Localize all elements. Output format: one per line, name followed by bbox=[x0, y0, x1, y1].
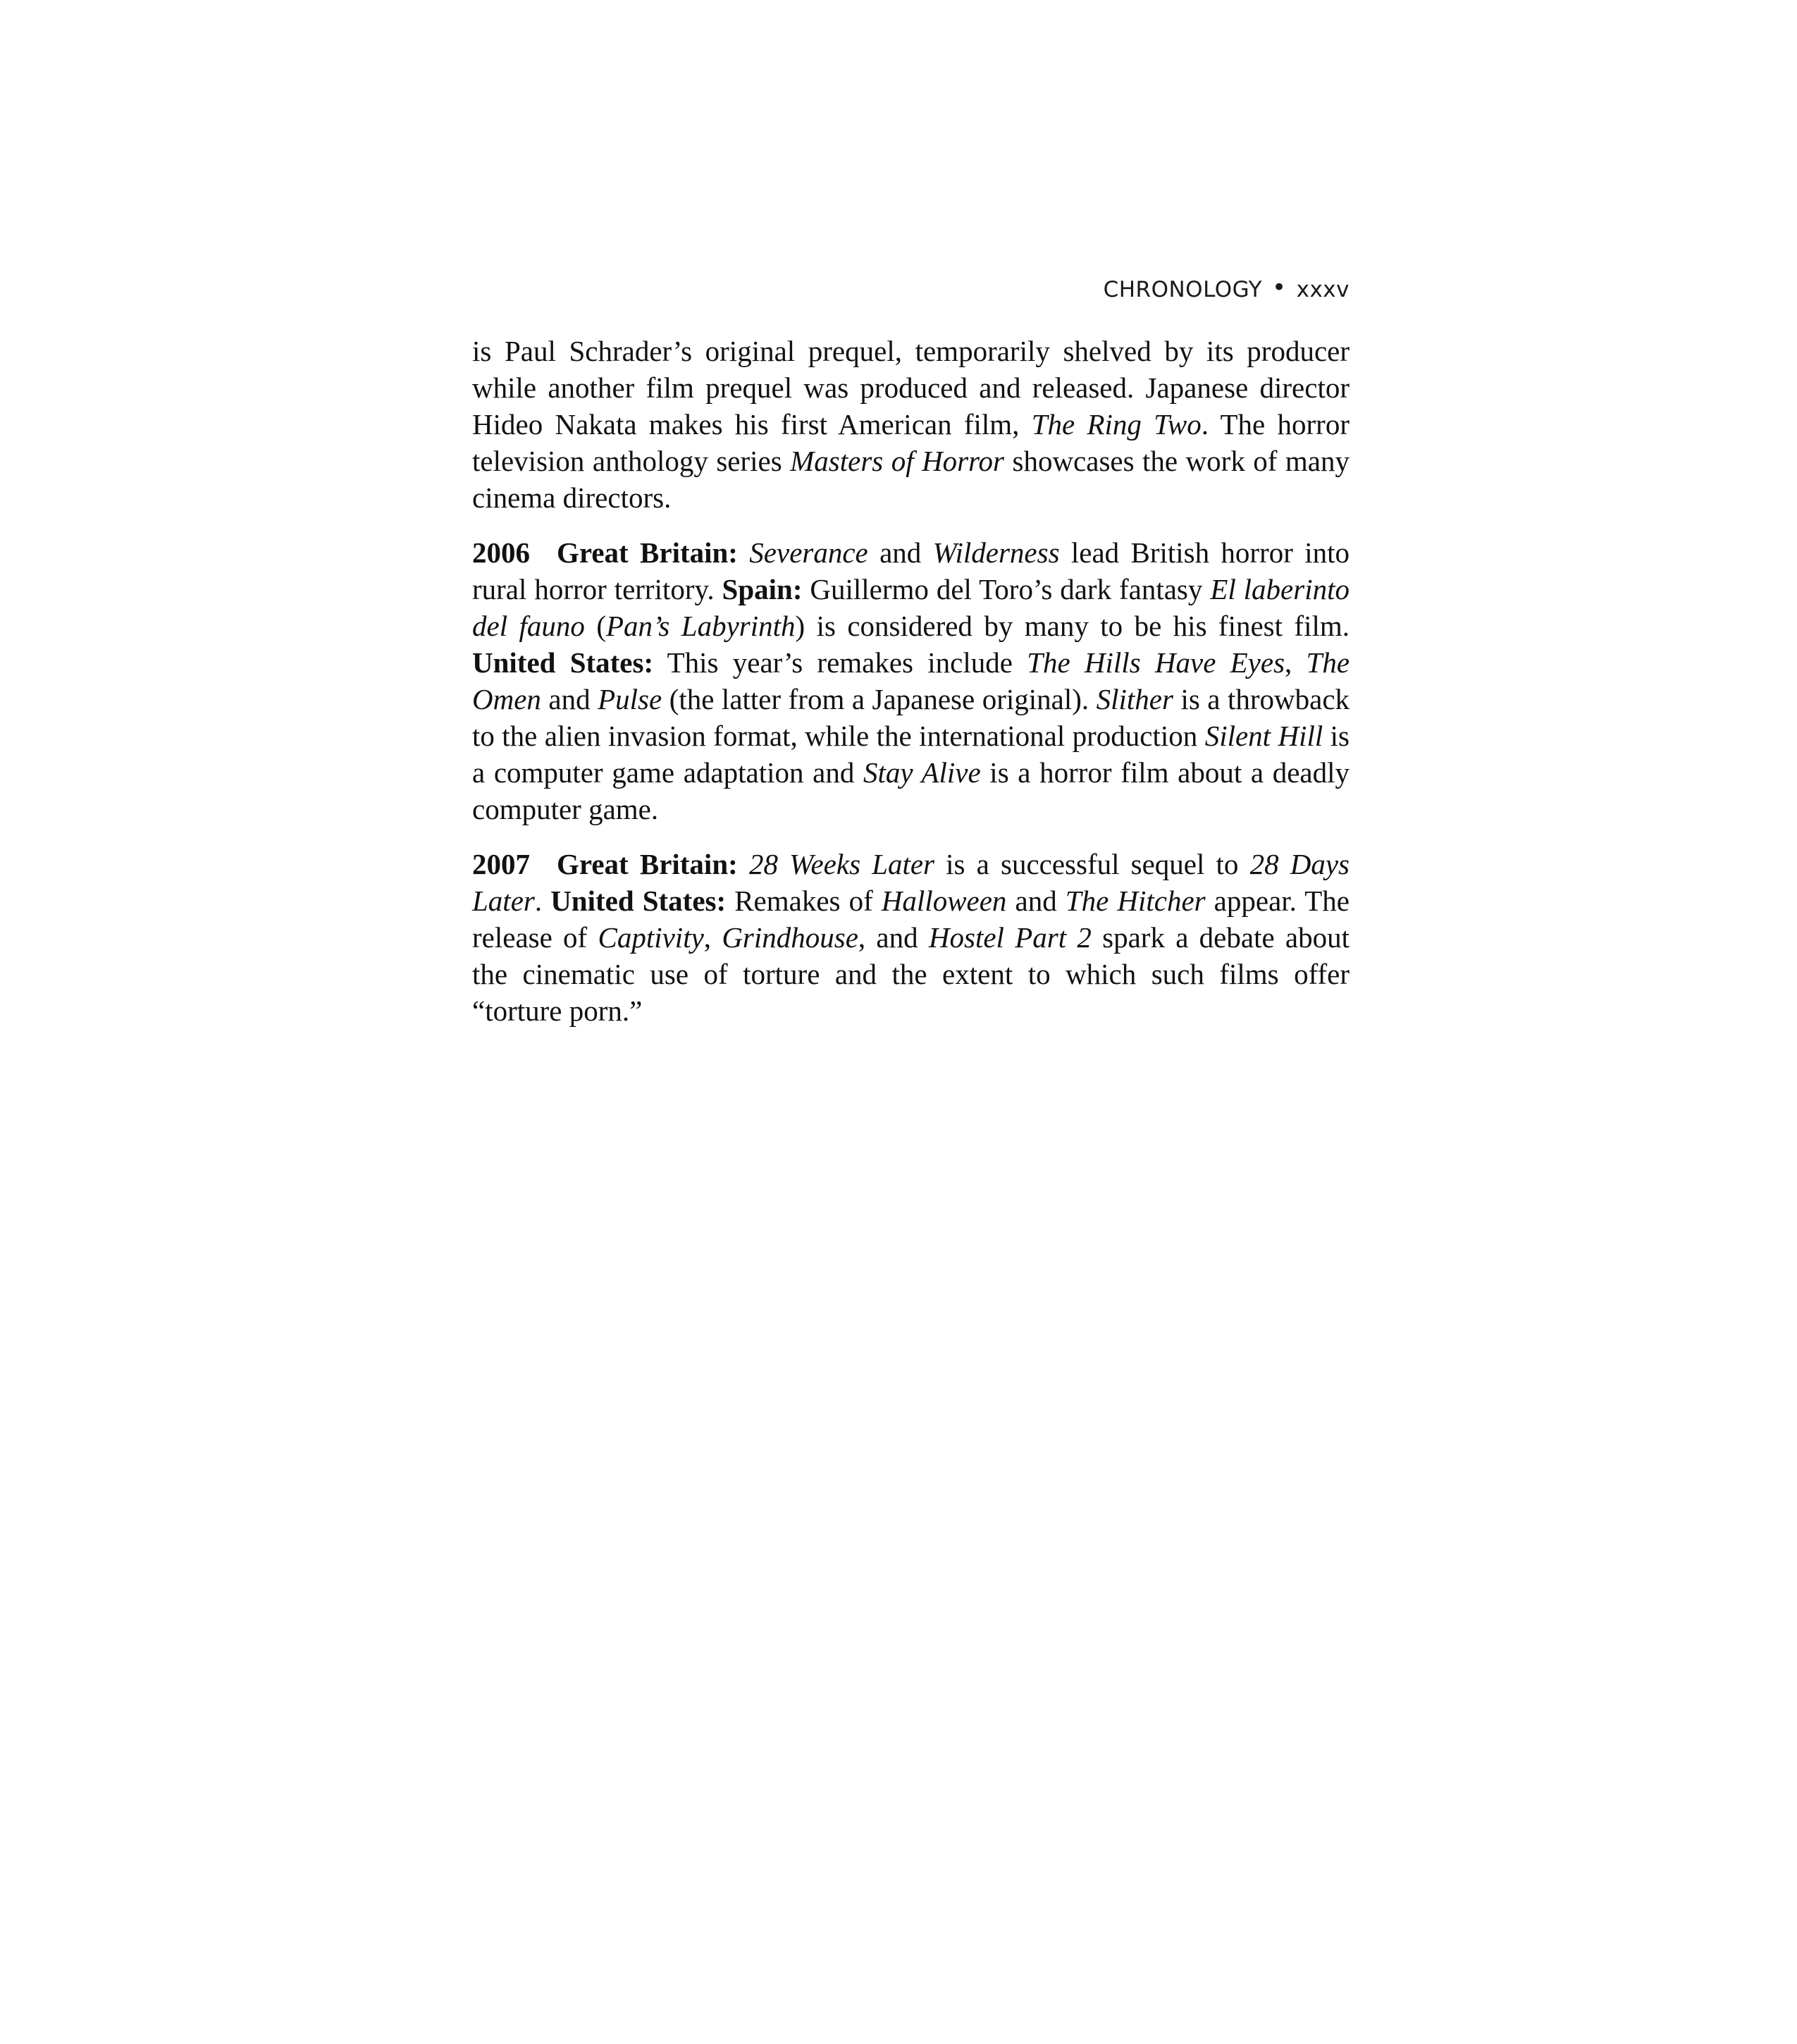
continuation-paragraph bbox=[472, 333, 1350, 516]
film-title: 28 Days Later bbox=[472, 848, 1350, 917]
running-head bbox=[472, 275, 1350, 304]
film-title: Stay Alive bbox=[863, 756, 981, 789]
text-run: Remakes of bbox=[726, 885, 882, 917]
country-label: United States: bbox=[550, 885, 727, 917]
film-title: Hostel Part 2 bbox=[928, 921, 1092, 954]
text-run: This year’s remakes include bbox=[653, 646, 1027, 679]
text-run: ) is considered by many to be his finest film. bbox=[795, 610, 1350, 642]
text-run: . The horror television anthology series bbox=[472, 408, 1350, 477]
film-title: Severance bbox=[749, 536, 868, 569]
text-run: Guillermo del Toro’s dark fantasy bbox=[802, 573, 1211, 605]
country-label: United States: bbox=[472, 646, 654, 679]
page-number: xxxv bbox=[1296, 277, 1350, 302]
film-title: 28 Weeks Later bbox=[748, 848, 935, 880]
text-run: is a horror film about a deadly computer game. bbox=[472, 756, 1350, 825]
chronology-text bbox=[472, 333, 1350, 1047]
chronology-entry-2006 bbox=[472, 534, 1350, 827]
text-run: and bbox=[867, 536, 933, 569]
film-title: Pulse bbox=[598, 683, 662, 715]
text-run: appear. The release of bbox=[472, 885, 1350, 954]
film-title: El laberinto del fauno bbox=[472, 573, 1350, 642]
film-title: Wilderness bbox=[932, 536, 1060, 569]
entry-year: 2006 bbox=[472, 536, 530, 569]
text-run: and bbox=[541, 683, 598, 715]
country-label: Spain: bbox=[722, 573, 803, 605]
film-title: Masters of Horror bbox=[790, 445, 1005, 477]
film-title: Captivity bbox=[598, 921, 704, 954]
film-title: Grindhouse bbox=[722, 921, 858, 954]
text-run: , bbox=[703, 921, 722, 954]
text-run: is Paul Schrader’s original prequel, temporarily shelved by its producer while another film prequel was produced and released. Japanese director Hideo Nakata makes his first American film, bbox=[472, 335, 1350, 441]
text-run: . bbox=[534, 885, 551, 917]
film-title: The Omen bbox=[472, 646, 1350, 715]
text-run: showcases the work of many cinema directors. bbox=[472, 445, 1350, 514]
text-run: , bbox=[1285, 646, 1307, 679]
film-title: Slither bbox=[1096, 683, 1173, 715]
film-title: Halloween bbox=[881, 885, 1007, 917]
entry-year: 2007 bbox=[472, 848, 530, 880]
chronology-entry-2007 bbox=[472, 846, 1350, 1029]
text-run: is a successful sequel to bbox=[934, 848, 1250, 880]
text-run: (the latter from a Japanese original). bbox=[662, 683, 1097, 715]
text-run: ( bbox=[584, 610, 606, 642]
country-label: Great Britain: bbox=[557, 848, 738, 880]
bullet-separator-icon: • bbox=[1272, 273, 1287, 302]
text-run: and bbox=[1006, 885, 1066, 917]
text-run: is a computer game adaptation and bbox=[472, 720, 1350, 789]
film-title: The Hitcher bbox=[1065, 885, 1206, 917]
country-label: Great Britain: bbox=[557, 536, 738, 569]
film-title: The Ring Two bbox=[1031, 408, 1202, 441]
text-run: , and bbox=[858, 921, 929, 954]
film-title: The Hills Have Eyes bbox=[1027, 646, 1285, 679]
text-run: lead British horror into rural horror territory. bbox=[472, 536, 1350, 605]
running-head-section: CHRONOLOGY bbox=[1103, 277, 1263, 302]
film-title: Silent Hill bbox=[1204, 720, 1323, 752]
text-run: is a throwback to the alien invasion format, while the international production bbox=[472, 683, 1350, 752]
text-run: spark a debate about the cinematic use of torture and the extent to which such films offer “torture porn.” bbox=[472, 921, 1350, 1027]
film-title: Pan’s Labyrinth bbox=[605, 610, 796, 642]
